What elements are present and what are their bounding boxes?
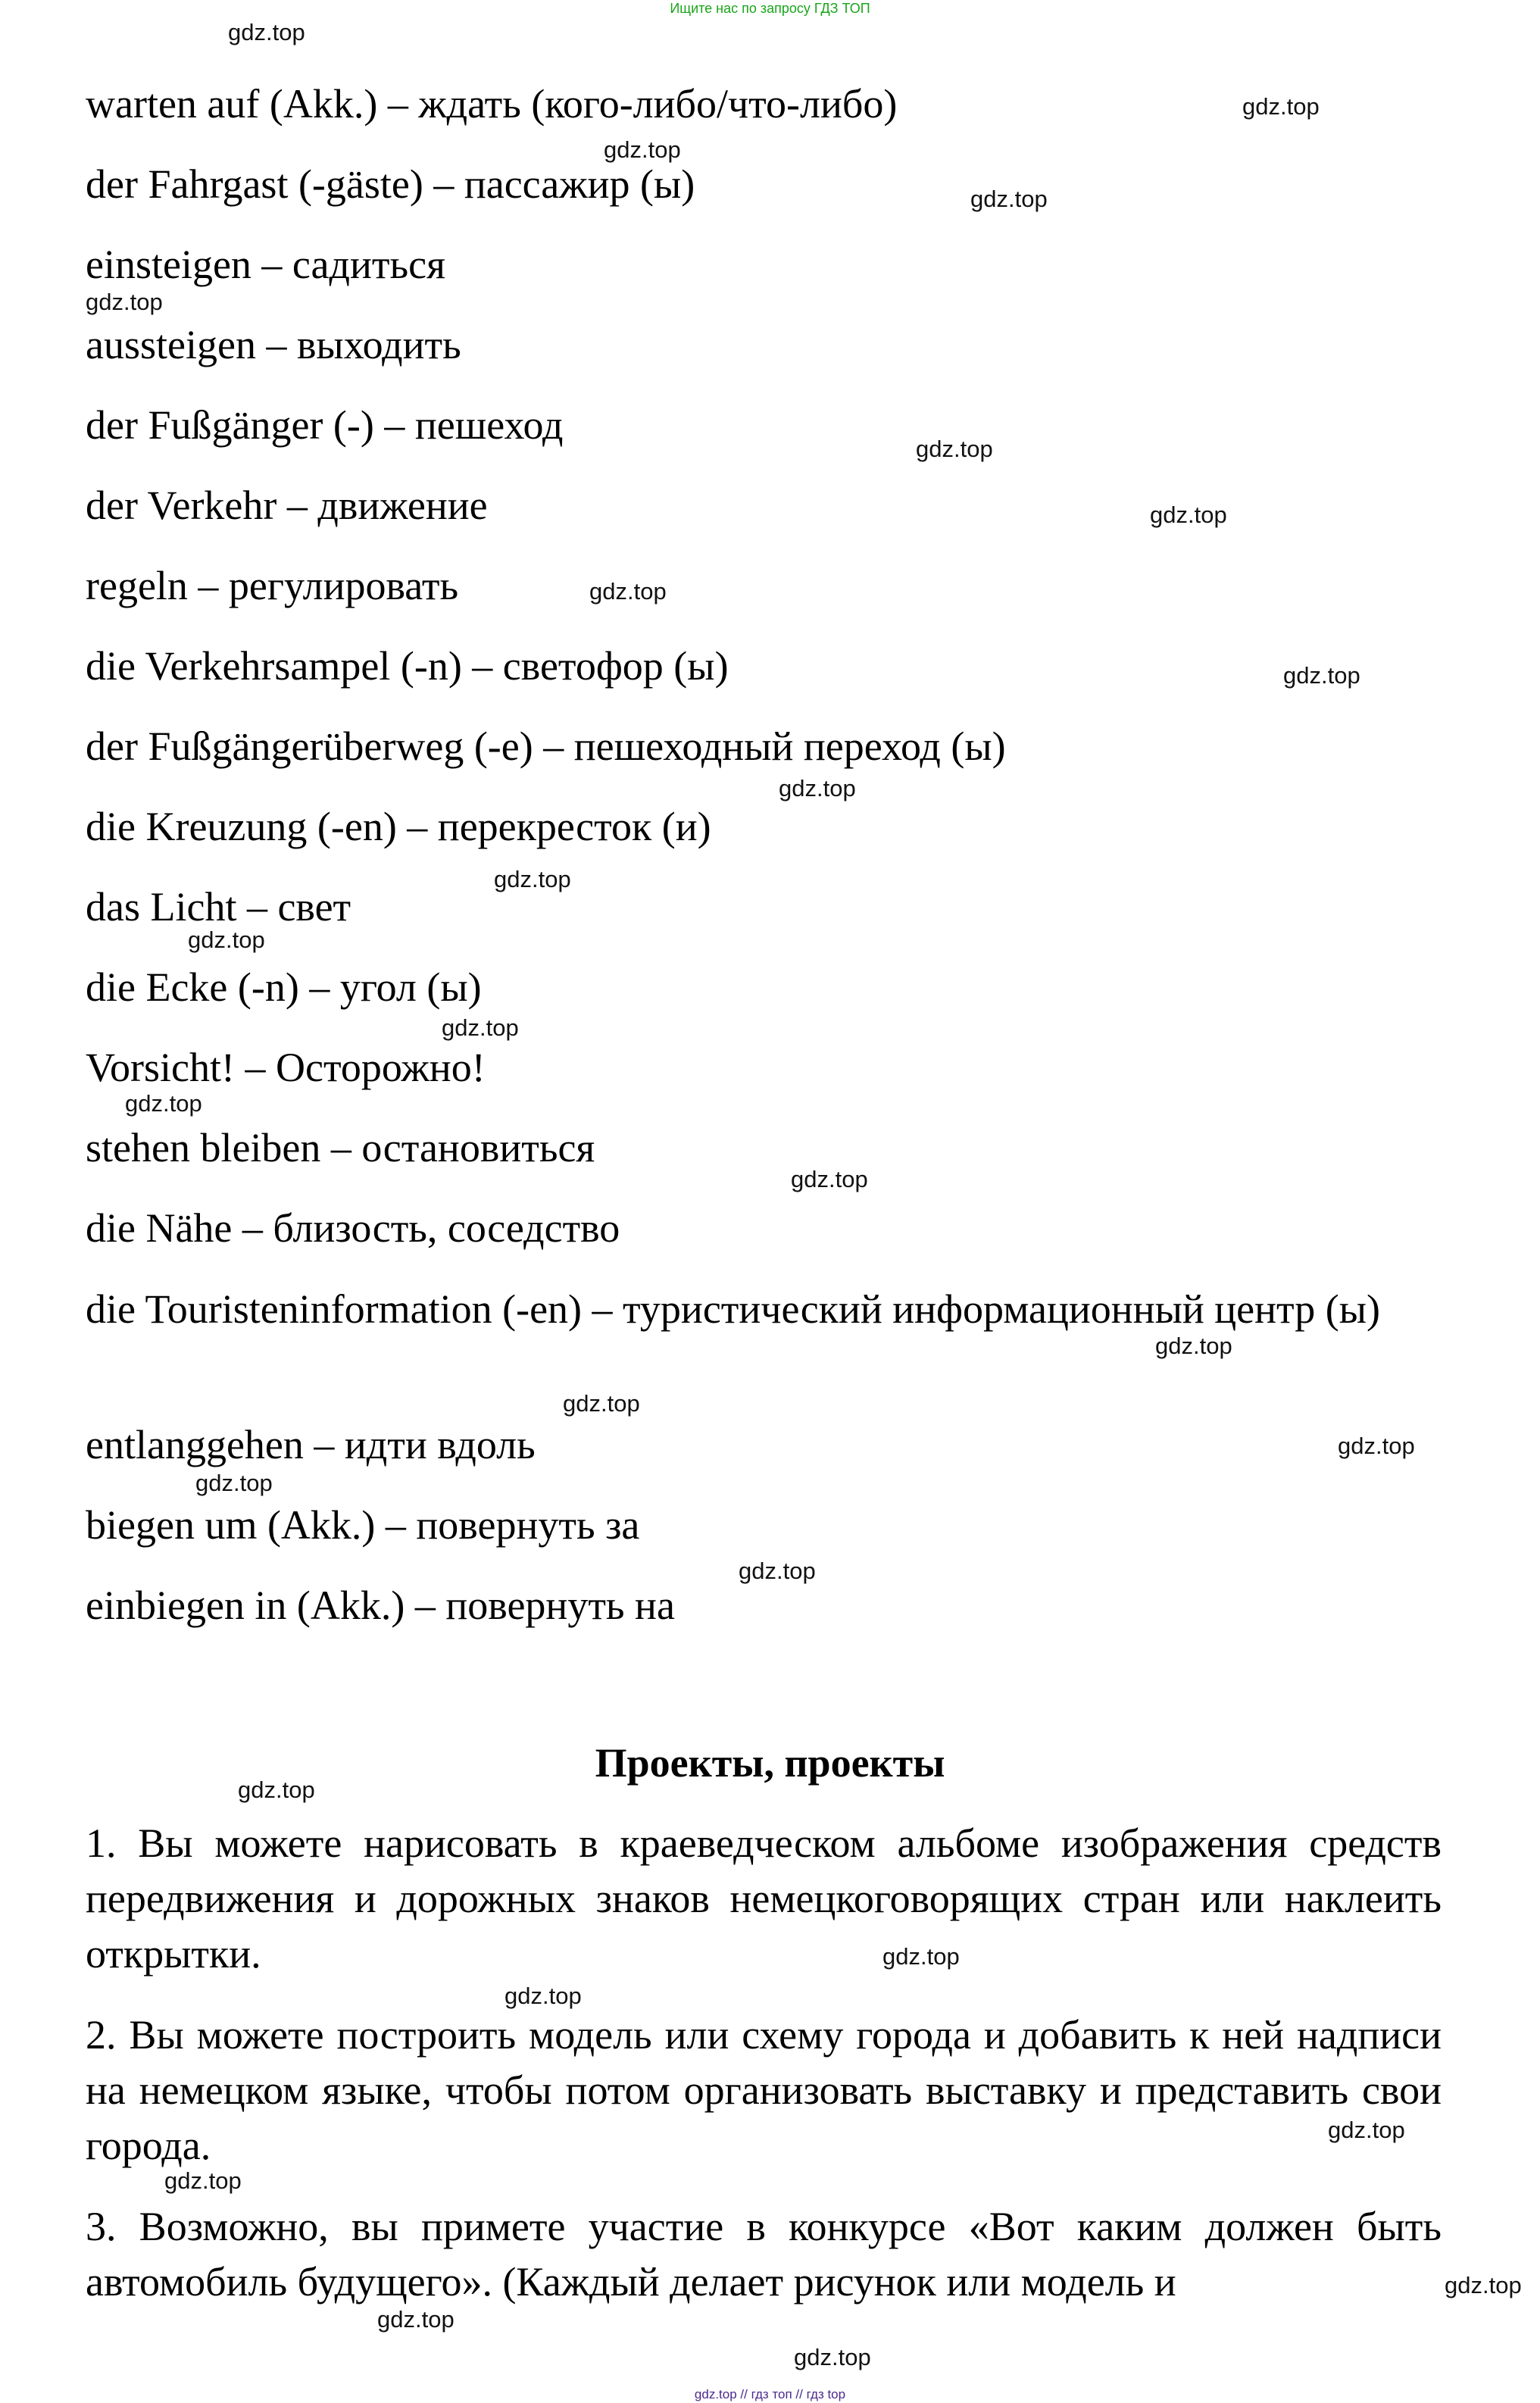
footer-watermark: gdz.top // гдз топ // гдз top — [694, 2387, 846, 2401]
watermark-text: gdz.top — [604, 136, 681, 163]
vocab-item: der Fahrgast (-gäste) – пассажир (ы) — [86, 161, 695, 207]
watermark-text: gdz.top — [377, 2306, 455, 2333]
vocab-item: die Touristeninformation (-en) – туристический информационный центр (ы) — [86, 1286, 1381, 1332]
watermark-text: gdz.top — [739, 1558, 816, 1584]
watermark-text: gdz.top — [1328, 2117, 1405, 2143]
project-item: 1. Вы можете нарисовать в краеведческом альбоме изображения средств передвижения и дорожных знаков немецкоговорящих стран или наклеить открытки. — [86, 1820, 1442, 1976]
watermark-text: gdz.top — [589, 578, 667, 605]
watermark-text: gdz.top — [164, 2167, 242, 2194]
vocab-item: regeln – регулировать — [86, 563, 459, 608]
vocab-item: die Ecke (-n) – угол (ы) — [86, 964, 482, 1010]
project-item: 2. Вы можете построить модель или схему города и добавить к ней надписи на немецком языке, чтобы потом организовать выставку и представить свои города. — [86, 2012, 1442, 2168]
watermark-text: gdz.top — [1445, 2272, 1522, 2298]
vocab-item: die Verkehrsampel (-n) – светофор (ы) — [86, 643, 729, 689]
vocab-item: biegen um (Akk.) – повернуть за — [86, 1502, 640, 1548]
vocab-item: der Verkehr – движение — [86, 483, 488, 528]
watermark-text: gdz.top — [779, 775, 856, 802]
watermark-text: gdz.top — [1242, 93, 1320, 120]
vocab-item: der Fußgängerüberweg (-e) – пешеходный переход (ы) — [86, 723, 1006, 769]
watermark-text: gdz.top — [86, 289, 163, 315]
vocab-item: die Kreuzung (-en) – перекресток (и) — [86, 804, 711, 849]
vocab-item: der Fußgänger (-) – пешеход — [86, 402, 564, 448]
vocab-item: entlanggehen – идти вдоль — [86, 1422, 536, 1467]
vocab-item: das Licht – свет — [86, 884, 351, 930]
vocab-item: einbiegen in (Akk.) – повернуть на — [86, 1583, 675, 1628]
watermark-text: gdz.top — [882, 1943, 960, 1970]
section-heading: Проекты, проекты — [595, 1740, 945, 1786]
watermark-text: gdz.top — [195, 1470, 273, 1496]
watermark-text: gdz.top — [228, 19, 305, 45]
watermark-text: gdz.top — [1338, 1433, 1415, 1459]
vocab-item: einsteigen – садиться — [86, 242, 445, 287]
watermark-text: gdz.top — [442, 1014, 519, 1041]
vocab-item: aussteigen – выходить — [86, 322, 461, 367]
vocab-item: Vorsicht! – Осторожно! — [86, 1045, 486, 1090]
watermark-text: gdz.top — [238, 1776, 315, 1803]
top-banner: Ищите нас по запросу ГДЗ ТОП — [670, 1, 870, 16]
watermark-text: gdz.top — [494, 866, 571, 892]
watermark-text: gdz.top — [916, 436, 993, 462]
vocab-item: warten auf (Akk.) – ждать (кого-либо/что-либо) — [86, 81, 898, 127]
watermark-text: gdz.top — [563, 1390, 640, 1417]
project-item: 3. Возможно, вы примете участие в конкурсе «Вот каким должен быть автомобиль будущего». (Каждый делает рисунок или модель и — [86, 2204, 1442, 2305]
watermark-text: gdz.top — [791, 1166, 868, 1192]
vocab-item: stehen bleiben – остановиться — [86, 1125, 595, 1170]
watermark-text: gdz.top — [1155, 1333, 1232, 1359]
watermark-text: gdz.top — [1283, 662, 1360, 689]
watermark-text: gdz.top — [970, 186, 1048, 212]
vocab-item: die Nähe – близость, соседство — [86, 1205, 620, 1251]
watermark-text: gdz.top — [1150, 502, 1227, 528]
watermark-text: gdz.top — [188, 927, 265, 953]
watermark-text: gdz.top — [504, 1983, 582, 2009]
watermark-text: gdz.top — [794, 2344, 871, 2370]
watermark-text: gdz.top — [125, 1090, 202, 1117]
